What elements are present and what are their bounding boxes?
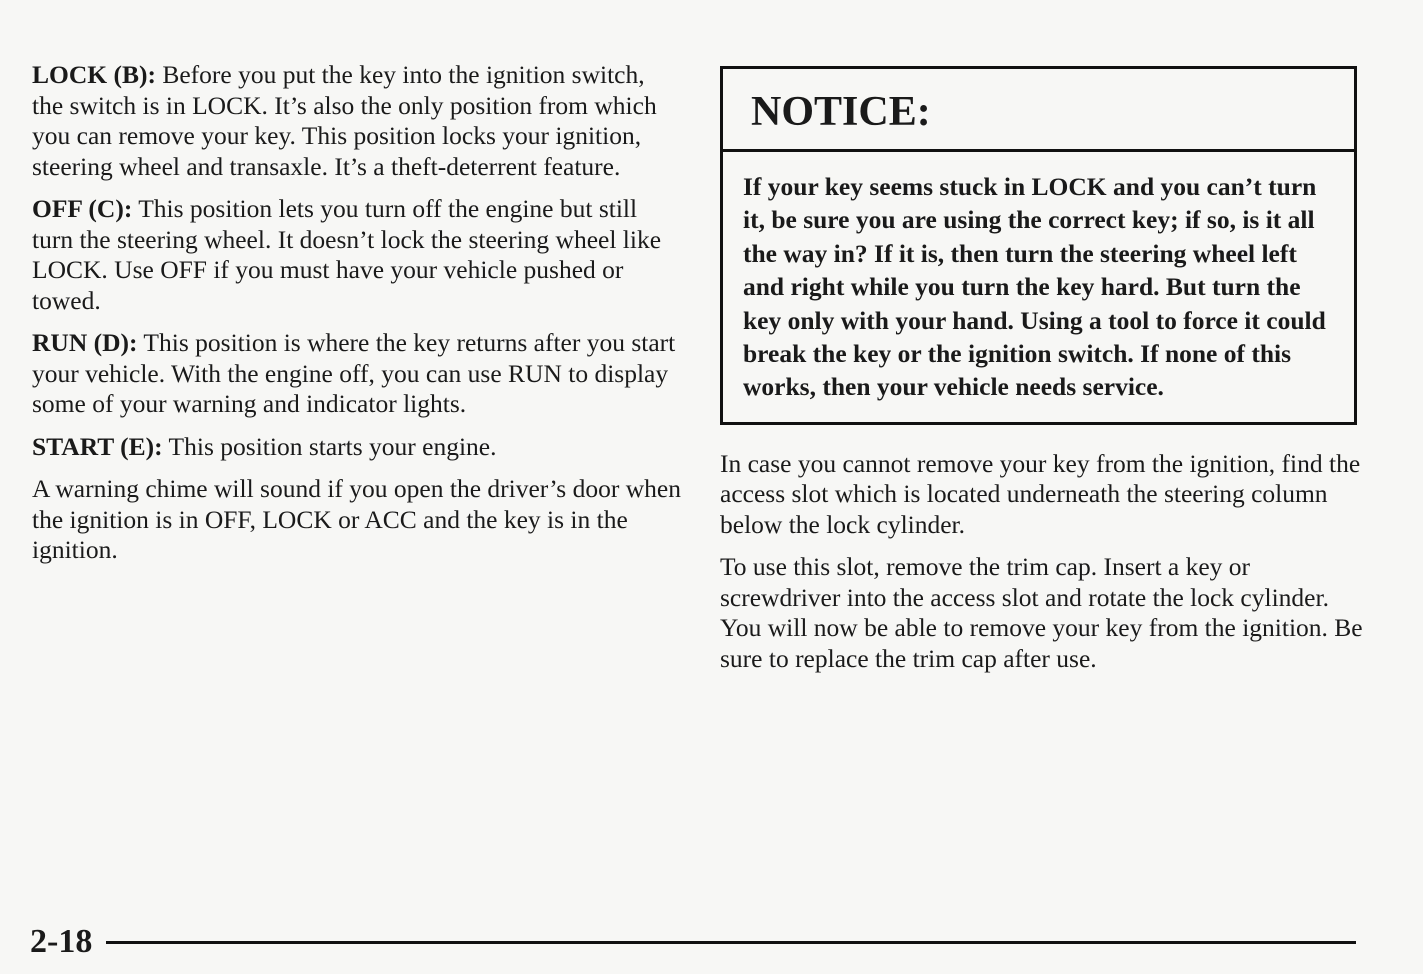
page-number: 2-18 [30,923,93,960]
left-column [32,60,682,578]
lock-paragraph [32,60,682,182]
lock-text: Before you put the key into the ignition switch, the switch is in LOCK. It’s also the only position from which you can remove your key. This position locks your ignition, steering wheel and transaxle. It’s a theft-deterrent feature. [32,60,657,181]
run-term: RUN (D): [32,328,138,357]
off-paragraph [32,194,682,316]
warning-chime-text: A warning chime will sound if you open the driver’s door when the ignition is in OFF, LOCK or ACC and the key is in the ignition. [32,474,681,564]
access-slot-paragraph: In case you cannot remove your key from the ignition, find the access slot which is located underneath the steering column below the lock cylinder. [720,448,1361,539]
off-term: OFF (C): [32,194,133,223]
lock-term: LOCK (B): [32,60,156,89]
notice-body: If your key seems stuck in LOCK and you can’t turn it, be sure you are using the correct key; if so, is it all the way in? If it is, then turn the steering wheel left and right while you turn the key hard. But turn the key only with your hand. Using a tool to force it could break the key or the ignition switch. If none of this works, then your vehicle needs service. [743,172,1326,402]
start-paragraph [32,432,682,463]
notice-box [720,66,1357,425]
start-term: START (E): [32,431,163,461]
off-text: This position lets you turn off the engine but still turn the steering wheel. It doesn’t lock the steering wheel like LOCK. Use OFF if you must have your vehicle pushed or towed. [32,194,662,315]
warning-chime-paragraph [32,474,682,566]
page-footer [30,922,1360,962]
run-paragraph [32,328,682,420]
run-text: This position is where the key returns after you start your vehicle. With the engine off, you can use RUN to display some of your warning and indicator lights. [32,328,676,418]
start-text: This position starts your engine. [162,431,497,461]
trim-cap-paragraph: To use this slot, remove the trim cap. Insert a key or screwdriver into the access slot and rotate the lock cylinder. You will now be able to remove your key from the ignition. Be sure to replace the trim cap after use. [720,552,1363,673]
notice-title: NOTICE: [723,69,1354,152]
right-column [720,66,1365,686]
footer-rule [106,941,1356,944]
